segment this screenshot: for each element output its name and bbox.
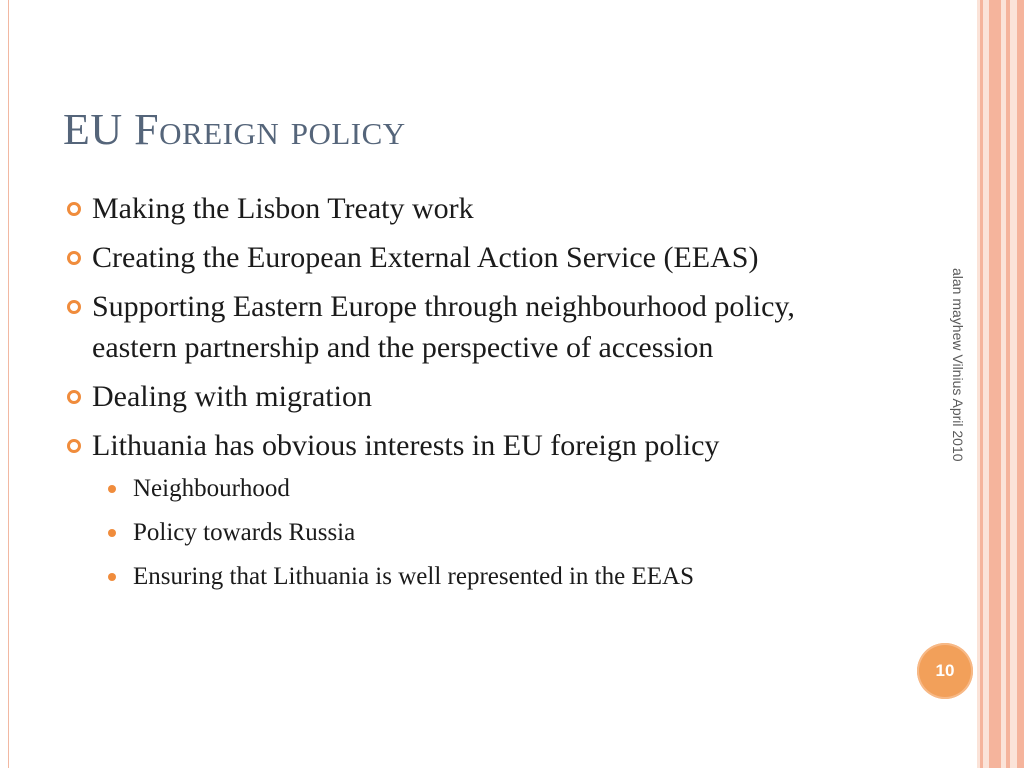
bullet-item <box>64 376 864 417</box>
sub-bullet-text: Neighbourhood <box>133 475 290 502</box>
bullet-item <box>64 237 864 278</box>
page-number: 10 <box>935 661 955 680</box>
slide-title-rest: Foreign policy <box>134 105 406 154</box>
bullet-item <box>64 286 864 368</box>
dot-bullet-icon <box>108 485 116 493</box>
dot-bullet-icon <box>108 529 116 537</box>
dot-bullet-icon <box>108 573 116 581</box>
bullet-item <box>64 188 864 229</box>
sub-bullet-text: Ensuring that Lithuania is well represented in the EEAS <box>133 563 694 590</box>
sub-bullet-text: Policy towards Russia <box>133 519 356 546</box>
bullet-text: Creating the European External Action Service (EEAS) <box>92 241 759 274</box>
bullet-text: Making the Lisbon Treaty work <box>92 192 474 225</box>
sub-bullet-item <box>105 558 864 595</box>
bullet-text: Dealing with migration <box>92 380 372 413</box>
bullet-text: Lithuania has obvious interests in EU foreign policy <box>92 429 720 462</box>
bullet-text: Supporting Eastern Europe through neighbourhood policy, eastern partnership and the perspective of accession <box>92 290 795 364</box>
page-number-badge <box>917 643 973 699</box>
ring-bullet-icon <box>67 300 81 314</box>
sub-bullet-list <box>64 470 864 595</box>
ring-bullet-icon <box>67 439 81 453</box>
footer-text: alan mayhew Vilnius April 2010 <box>950 268 966 462</box>
slide-title-first: EU <box>63 105 123 154</box>
ring-bullet-icon <box>67 390 81 404</box>
ring-bullet-icon <box>67 251 81 265</box>
slide-title <box>63 104 406 155</box>
right-frame-band <box>977 0 1024 768</box>
left-frame-line <box>8 0 9 768</box>
bullet-item <box>64 425 864 466</box>
sub-bullet-item <box>105 514 864 552</box>
ring-bullet-icon <box>67 202 81 216</box>
sub-bullet-item <box>105 470 864 508</box>
bullet-list <box>64 188 864 601</box>
